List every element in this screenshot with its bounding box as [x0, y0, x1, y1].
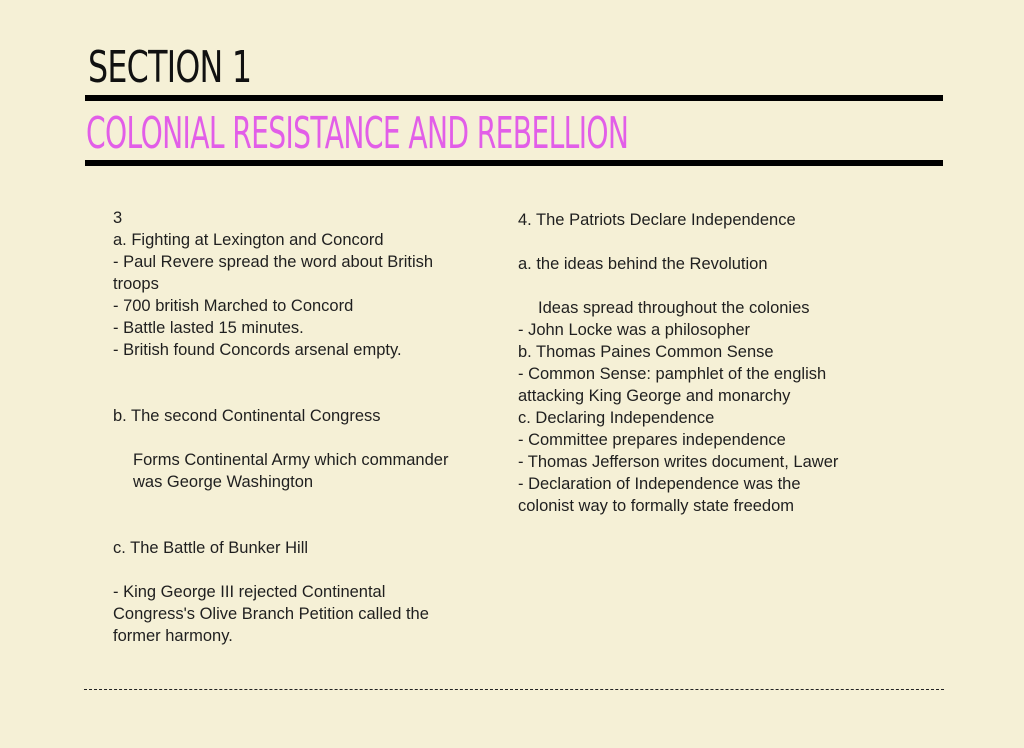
blank-line	[113, 361, 453, 383]
header-rule-bottom	[85, 160, 943, 166]
header-rule-top	[85, 95, 943, 101]
note-line: a. Fighting at Lexington and Concord	[113, 231, 384, 249]
blank-line	[113, 383, 453, 405]
note-line: 4. The Patriots Declare Independence	[518, 211, 796, 229]
note-line: b. Thomas Paines Common Sense	[518, 343, 774, 361]
blank-line	[518, 231, 848, 253]
note-line: - 700 british Marched to Concord	[113, 297, 354, 315]
right-notes-column	[518, 209, 848, 517]
note-line: - Thomas Jefferson writes document, Lawer	[518, 453, 839, 471]
note-line: Ideas spread throughout the colonies	[538, 299, 810, 317]
blank-line	[113, 559, 453, 581]
note-line: - Battle lasted 15 minutes.	[113, 319, 304, 337]
note-line: Forms Continental Army which commander was George Washington	[133, 451, 454, 491]
note-line: - British found Concords arsenal empty.	[113, 341, 402, 359]
note-line: - John Locke was a philosopher	[518, 321, 751, 339]
note-line: c. The Battle of Bunker Hill	[113, 539, 309, 557]
note-line: - Declaration of Independence was the colonist way to formally state freedom	[518, 475, 806, 515]
note-line: - King George III rejected Continental Congress's Olive Branch Petition called the former harmony.	[113, 583, 434, 645]
blank-line	[113, 515, 453, 537]
note-line: c. Declaring Independence	[518, 409, 715, 427]
note-line: - Paul Revere spread the word about British troops	[113, 253, 438, 293]
left-notes-column	[113, 207, 453, 647]
section-label: SECTION 1	[88, 42, 252, 93]
note-line: 3	[113, 209, 123, 227]
note-line: - Common Sense: pamphlet of the english attacking King George and monarchy	[518, 365, 831, 405]
dashed-divider	[84, 689, 944, 690]
blank-line	[113, 493, 453, 515]
page-title: COLONIAL RESISTANCE AND REBELLION	[86, 108, 629, 159]
note-line: - Committee prepares independence	[518, 431, 786, 449]
note-line: b. The second Continental Congress	[113, 407, 381, 425]
blank-line	[518, 275, 848, 297]
blank-line	[113, 427, 453, 449]
note-line: a. the ideas behind the Revolution	[518, 255, 768, 273]
